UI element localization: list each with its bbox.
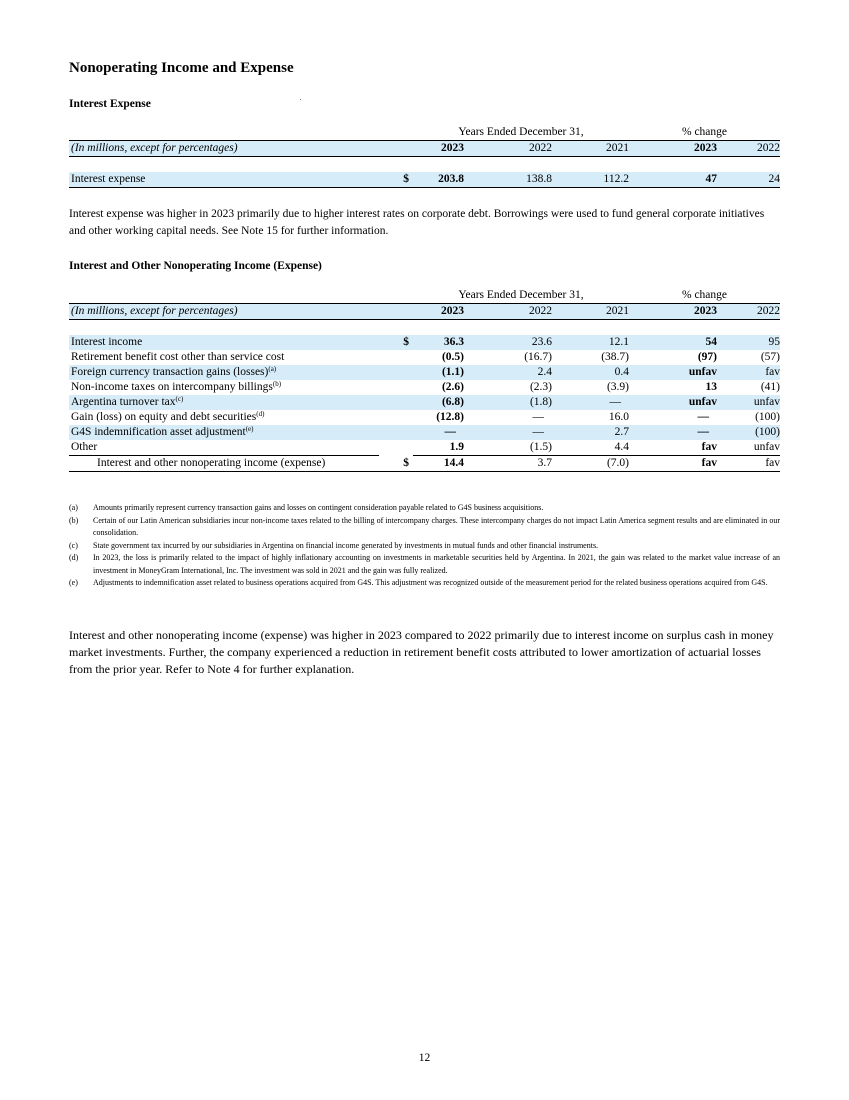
units-label: (In millions, except for percentages): [69, 304, 379, 320]
footnote-ref: (a): [268, 365, 277, 373]
value-cell: 14.4: [413, 456, 464, 472]
pct-change-header: % change: [681, 289, 728, 301]
col-header: 2021: [564, 304, 629, 320]
currency-symbol: [379, 365, 413, 380]
total-row: [69, 456, 780, 472]
value-cell: —: [532, 411, 544, 423]
value-cell: fav: [629, 456, 717, 472]
footnote-text: In 2023, the loss is primarily related to the impact of highly inflationary accounting on investments in marketable securities held by Argentina. In 2021, the gain was related to the market value increase of an investment in MoneyGram International, Inc. The investment was sold in 2021 and the gain was fully realized.: [93, 553, 780, 575]
value-cell: fav: [717, 456, 780, 472]
footnote-text: Certain of our Latin American subsidiaries incur non-income taxes related to the billing of intercompany charges. These intercompany charges do not impact Latin America segment results and are eliminated in our consolidation.: [93, 515, 780, 537]
col-header: 2021: [564, 141, 629, 157]
row-label: Argentina turnover tax$^{(c)}$: [69, 395, 379, 410]
units-label: (In millions, except for percentages): [69, 141, 379, 157]
other-income-paragraph: Interest and other nonoperating income (expense) was higher in 2023 compared to 2022 primarily due to interest income on surplus cash in money market investments. Further, the company experienced a reduction in retirement benefit costs attributed to lower amortization of actuarial losses from the prior year. Refer to Note 4 for further explanation.: [69, 628, 774, 676]
footnote: [69, 552, 780, 577]
row-label: Gain (loss) on equity and debt securities$^{(d)}$: [71, 410, 265, 423]
total-label: Interest and other nonoperating income (expense): [69, 456, 379, 472]
col-header: 2023: [629, 141, 717, 157]
row-label: Interest income: [69, 335, 379, 350]
value-cell: 12.1: [564, 335, 629, 350]
value-cell: 3.7: [464, 456, 564, 472]
interest-expense-paragraph: Interest expense was higher in 2023 primarily due to higher interest rates on corporate debt. Borrowings were used to fund general corporate initiatives and other working capital needs. See Note 15 for further information.: [69, 208, 765, 237]
pct-change-header: % change: [681, 126, 728, 138]
row-label: Interest expense: [69, 172, 379, 188]
currency-symbol: $: [379, 335, 413, 350]
table-header-row: [69, 125, 780, 141]
footnotes: [69, 502, 780, 590]
col-header: 2022: [717, 141, 780, 157]
footnote: [69, 515, 780, 540]
value-cell: (41): [760, 381, 780, 393]
value-cell: 0.4: [564, 365, 629, 380]
footnote-tag: (b): [69, 515, 79, 525]
value-cell: 54: [629, 335, 717, 350]
footnote-ref: (e): [245, 425, 254, 433]
value-cell: unfav: [717, 395, 780, 410]
value-cell: (1.1): [413, 365, 464, 380]
row-label: Foreign currency transaction gains (losses)$^{(a)}$: [69, 365, 379, 380]
footnote-tag: (d): [69, 553, 79, 562]
currency-symbol: [379, 380, 413, 395]
footnote-tag: (e): [69, 578, 78, 587]
currency-symbol: [379, 410, 413, 425]
stray-mark: [300, 99, 301, 100]
value-cell: 24: [717, 172, 780, 188]
value-cell: unfav: [629, 365, 717, 380]
footnote-tag: (a): [69, 503, 78, 512]
col-header: 2023: [413, 141, 464, 157]
table-header-row: [69, 288, 780, 304]
currency-symbol: $: [379, 172, 413, 188]
value-cell: (2.3): [529, 381, 552, 393]
value-cell: unfav: [629, 395, 717, 410]
value-cell: (12.8): [436, 411, 464, 423]
page-number: 12: [418, 1052, 431, 1064]
row-label: Retirement benefit cost other than service cost: [71, 351, 285, 363]
col-header: 2023: [413, 304, 464, 320]
table-row: [69, 395, 780, 410]
value-cell: 47: [629, 172, 717, 188]
value-cell: (7.0): [564, 456, 629, 472]
footnote: [69, 540, 780, 553]
table-row: [69, 350, 780, 365]
row-label: Non-income taxes on intercompany billings$^{(b)}$: [71, 380, 282, 393]
currency-symbol: [379, 395, 413, 410]
value-cell: (3.9): [606, 381, 629, 393]
footnote-text: State government tax incurred by our subsidiaries in Argentina on financial income generated by investments in mutual funds and other financial instruments.: [93, 540, 599, 550]
value-cell: (97): [697, 351, 717, 363]
value-cell: 1.9: [413, 440, 464, 456]
interest-expense-heading: Interest Expense: [69, 98, 151, 110]
currency-symbol: $: [379, 456, 413, 472]
value-cell: 23.6: [464, 335, 564, 350]
value-cell: (1.8): [464, 395, 564, 410]
other-income-table: [69, 288, 780, 472]
footnote-ref: (c): [175, 395, 184, 403]
value-cell: 95: [717, 335, 780, 350]
value-cell: 203.8: [413, 172, 464, 188]
row-label: G4S indemnification asset adjustment$^{(e)}$: [69, 425, 379, 440]
value-cell: —: [564, 395, 629, 410]
currency-symbol: [379, 440, 413, 456]
section-title: Nonoperating Income and Expense: [69, 60, 294, 76]
table-row: [69, 172, 780, 188]
currency-symbol: [379, 350, 413, 365]
value-cell: —: [629, 425, 717, 440]
value-cell: fav: [629, 440, 717, 456]
value-cell: 138.8: [464, 172, 564, 188]
value-cell: (100): [717, 425, 780, 440]
table-row: [69, 380, 780, 395]
value-cell: (57): [760, 351, 780, 363]
row-label: Other: [69, 440, 379, 456]
value-cell: 112.2: [564, 172, 629, 188]
value-cell: —: [413, 425, 464, 440]
years-header: Years Ended December 31,: [458, 289, 584, 301]
footnote-tag: (c): [69, 540, 78, 550]
value-cell: (2.6): [441, 381, 464, 393]
value-cell: unfav: [717, 440, 780, 456]
value-cell: 2.7: [564, 425, 629, 440]
footnote-ref: (d): [256, 410, 265, 418]
value-cell: (6.8): [413, 395, 464, 410]
table-header-row: [69, 304, 780, 320]
table-row: [69, 425, 780, 440]
footnote-ref: (b): [272, 380, 282, 388]
interest-expense-table: [69, 125, 780, 188]
value-cell: (0.5): [441, 351, 464, 363]
footnote: [69, 577, 780, 590]
value-cell: —: [464, 425, 564, 440]
value-cell: (38.7): [601, 351, 629, 363]
value-cell: (100): [755, 411, 780, 423]
currency-symbol: [379, 425, 413, 440]
value-cell: (1.5): [464, 440, 564, 456]
table-row: [69, 365, 780, 380]
footnote-text: Amounts primarily represent currency transaction gains and losses on contingent consideration payable related to G4S business acquisitions.: [93, 503, 544, 512]
col-header: 2022: [464, 304, 564, 320]
col-header: 2022: [464, 141, 564, 157]
value-cell: fav: [717, 365, 780, 380]
col-header: 2022: [717, 304, 780, 320]
value-cell: 13: [705, 381, 717, 393]
value-cell: (16.7): [524, 351, 552, 363]
table-row: [69, 440, 780, 456]
value-cell: 4.4: [564, 440, 629, 456]
value-cell: 2.4: [464, 365, 564, 380]
value-cell: 36.3: [413, 335, 464, 350]
footnote-text: Adjustments to indemnification asset related to business operations acquired from G4S. This adjustment was recognized outside of the measurement period for the related business operations acquired from G4S.: [93, 578, 768, 587]
table-header-row: [69, 141, 780, 157]
table-row: [69, 335, 780, 350]
years-header: Years Ended December 31,: [458, 126, 584, 138]
col-header: 2023: [629, 304, 717, 320]
value-cell: 16.0: [608, 411, 629, 423]
value-cell: —: [697, 411, 709, 423]
other-income-heading: Interest and Other Nonoperating Income (Expense): [69, 260, 322, 272]
footnote: [69, 502, 780, 515]
table-row: [69, 410, 780, 425]
